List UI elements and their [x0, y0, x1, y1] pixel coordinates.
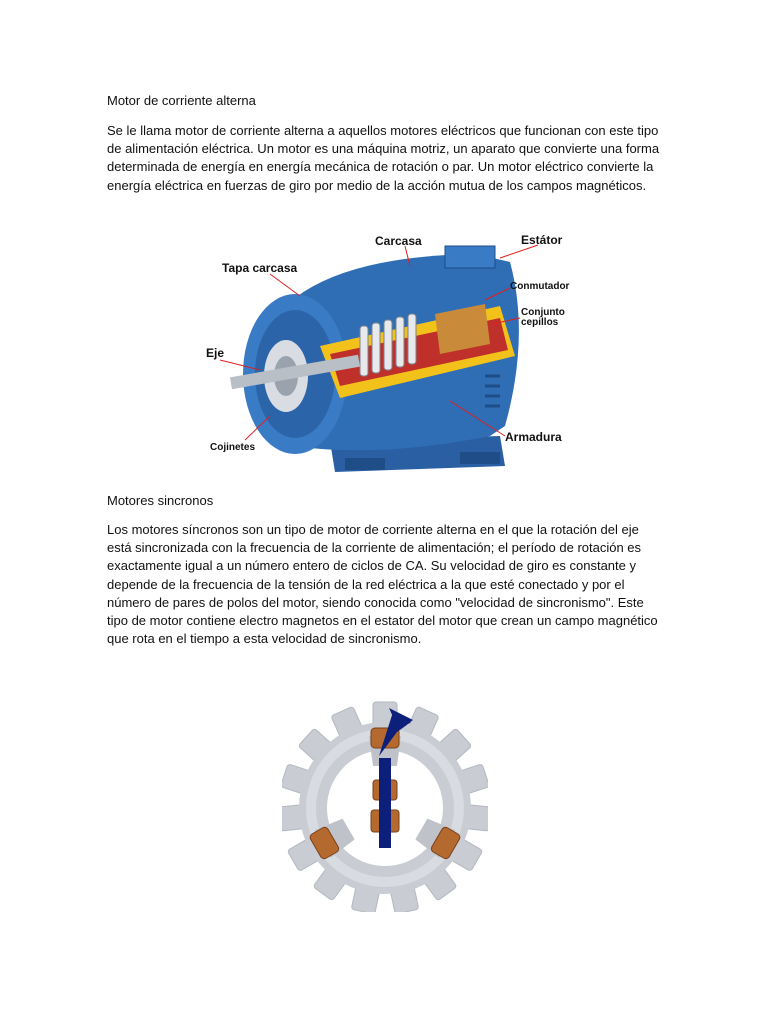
section-heading-synchronous-motors: Motores sincronos	[107, 493, 214, 508]
paragraph-synchronous-motors: Los motores síncronos son un tipo de motor de corriente alterna en el que la rotación del eje está sincronizada con la frecuencia de la corriente de alimentación; el período de rotación es exactamente igual a un número entero de ciclos de CA. Su velocidad de giro es constante y depende de la frecuencia de la tensión de la red eléctrica a la que esté conectado y por el número de pares de polos del motor, siendo conocida como "velocidad de sincronismo". Este tipo de motor contiene electro magnetos en el estator del motor que crean un campo magnético que rota en el tiempo a esta velocidad de sincronismo.	[107, 522, 658, 647]
label-conjunto: Conjunto	[521, 307, 565, 318]
label-carcasa: Carcasa	[375, 234, 422, 248]
label-cojinetes: Cojinetes	[210, 442, 256, 453]
synchronous-motor-stator-diagram	[282, 700, 488, 912]
label-eje: Eje	[206, 346, 225, 360]
label-tapa-carcasa: Tapa carcasa	[222, 261, 298, 275]
label-cepillos: cepillos	[521, 317, 559, 328]
section-heading-ac-motor: Motor de corriente alterna	[107, 93, 256, 108]
label-conmutador: Conmutador	[510, 281, 570, 292]
ac-motor-cutaway-diagram	[200, 226, 585, 480]
label-armadura: Armadura	[505, 430, 562, 444]
paragraph-ac-motor: Se le llama motor de corriente alterna a aquellos motores eléctricos que funcionan con este tipo de alimentación eléctrica. Un motor es una máquina motriz, un aparato que convierte una forma determinada de energía en energía mecánica de rotación o par. Un motor eléctrico convierte la energía eléctrica en fuerzas de giro por medio de la acción mutua de los campos magnéticos.	[107, 123, 660, 193]
label-estator: Estátor	[521, 233, 563, 247]
